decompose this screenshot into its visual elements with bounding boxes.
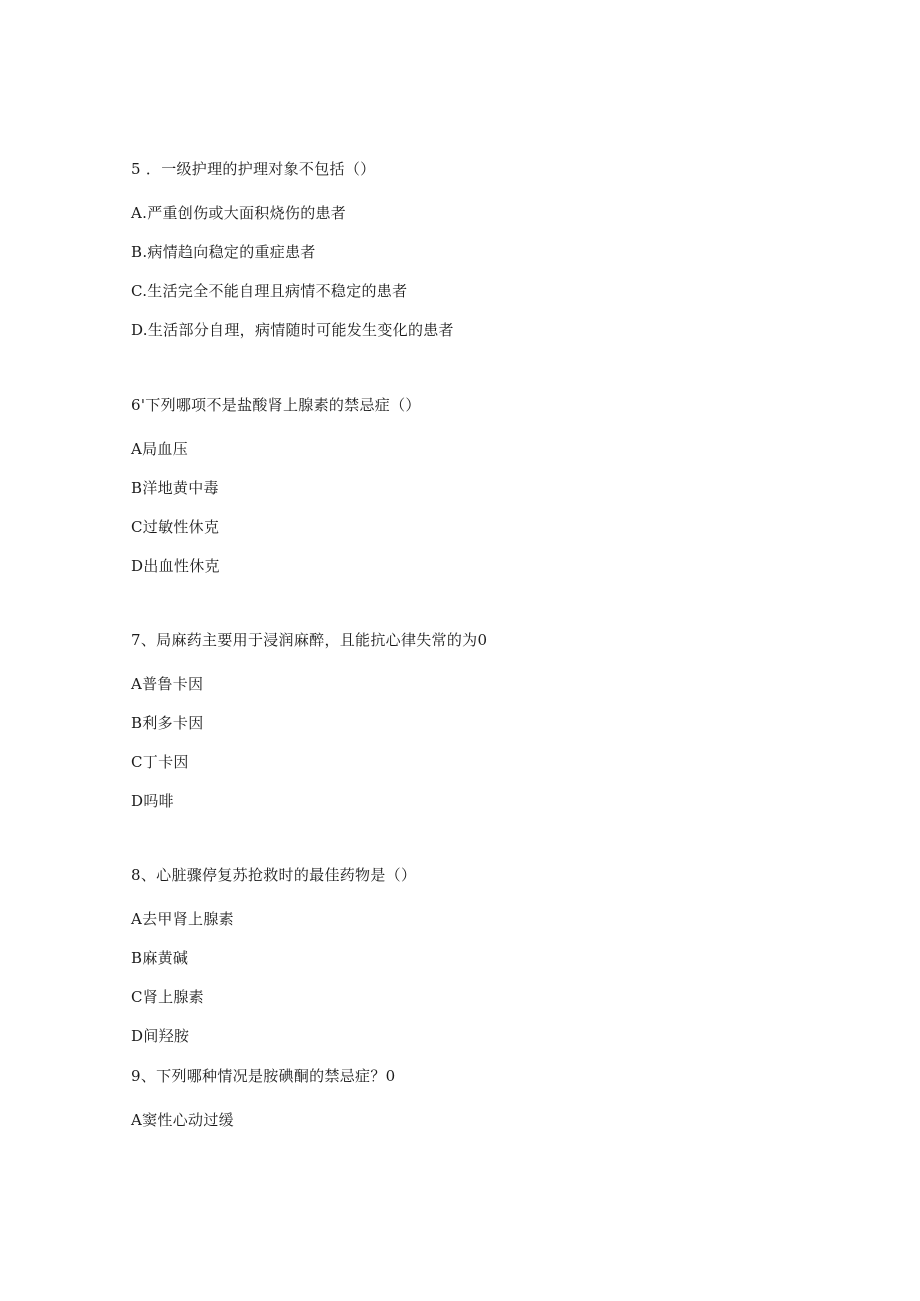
question-6-stem: 6'下列哪项不是盐酸肾上腺素的禁忌症（）: [131, 396, 421, 414]
question-8-option-b: B麻黄碱: [131, 949, 189, 967]
question-7-option-b: B利多卡因: [131, 714, 204, 732]
question-6-option-d: D出血性休克: [131, 557, 220, 575]
question-7-option-d: D吗啡: [131, 792, 174, 810]
question-8-option-c: C肾上腺素: [131, 988, 204, 1006]
question-6-option-a: A局血压: [131, 440, 189, 458]
question-8-option-d: D间羟胺: [131, 1027, 190, 1045]
question-5-stem: 5 ．一级护理的护理对象不包括（）: [131, 160, 376, 178]
question-7-stem: 7、局麻药主要用于浸润麻醉，且能抗心律失常的为0: [131, 631, 488, 649]
question-6-option-c: C过敏性休克: [131, 518, 220, 536]
question-5-option-d: D.生活部分自理，病情随时可能发生变化的患者: [131, 321, 454, 339]
question-9-option-a: A窦性心动过缓: [131, 1111, 234, 1129]
question-8-stem: 8、心脏骤停复苏抢救时的最佳药物是（）: [131, 866, 417, 884]
question-6-option-b: B洋地黄中毒: [131, 479, 219, 497]
question-7-option-a: A普鲁卡因: [131, 675, 204, 693]
question-9-stem: 9、下列哪种情况是胺碘酮的禁忌症？0: [131, 1067, 396, 1085]
question-5-option-b: B.病情趋向稳定的重症患者: [131, 243, 316, 261]
question-7-option-c: C丁卡因: [131, 753, 189, 771]
question-8-option-a: A去甲肾上腺素: [131, 910, 234, 928]
question-5-option-c: C.生活完全不能自理且病情不稳定的患者: [131, 282, 408, 300]
question-5-option-a: A.严重创伤或大面积烧伤的患者: [131, 204, 347, 222]
